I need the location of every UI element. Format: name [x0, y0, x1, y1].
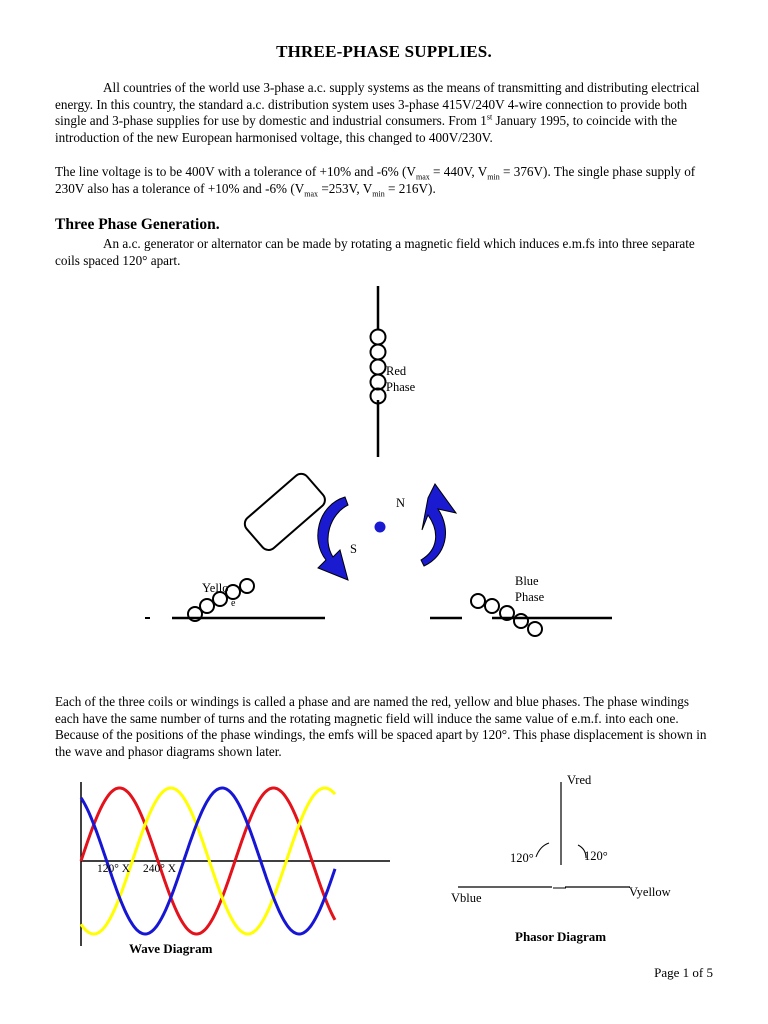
- intro-text-a: All countries of the world use 3-phase a.c. supply systems as the means of transmitting and distributing electrical energy. In this country, the standard a.c. distribution system uses 3-phase 415V/240V 4-wire connection to provide both single and 3-phase supplies for use by domestic and industrial consumers. From 1: [55, 80, 700, 128]
- sub-max-2: max: [304, 189, 319, 199]
- phasor-vyellow-label: Vyellow: [629, 885, 671, 899]
- phasor-angle-left-label: 120°: [510, 851, 534, 865]
- phasor-angle-right-label: 120°: [584, 849, 608, 863]
- wave-diagram-caption: Wave Diagram: [129, 941, 213, 956]
- blue-phase-label: Blue Phase: [515, 574, 545, 604]
- generation-text: An a.c. generator or alternator can be made by rotating a magnetic field which induces e.m.fs into three separate coils spaced 120° apart.: [55, 236, 695, 268]
- phasor-vblue-label: Vblue: [451, 891, 482, 905]
- phasor-angle-arc-left: [536, 843, 549, 857]
- tolerance-text-d: =253V, V: [318, 180, 373, 196]
- phasor-vred-label: Vred: [567, 773, 592, 787]
- phases-paragraph: Each of the three coils or windings is called a phase and are named the red, yellow and blue phases. The phase windings each have the same number of turns and the rotating magnetic field will induce the same value of e.m.f. into each one. Because of the positions of the phase windings, the emfs will be spaced apart by 120°. This phase displacement is shown in the wave and phasor diagrams shown later.: [55, 694, 707, 759]
- intro-sup: st: [486, 112, 493, 122]
- phasor-diagram-caption: Phasor Diagram: [515, 929, 607, 944]
- tolerance-text-c: = 376V). The single phase supply of 230V also has a tolerance of +10% and -6% (V: [55, 164, 696, 196]
- red-phase-label: Red Phase: [386, 364, 416, 394]
- intro-text-b: January 1995, to coincide with the introduction of the new European harmonised voltage, this changed to 400V/230V.: [55, 113, 678, 145]
- section-heading-generation: Three Phase Generation.: [55, 216, 220, 233]
- north-pole-label: N: [396, 496, 406, 510]
- page-title: THREE-PHASE SUPPLIES.: [276, 42, 492, 61]
- tolerance-text-e: = 216V).: [384, 180, 436, 196]
- tolerance-text-b: = 440V, V: [429, 164, 488, 179]
- south-pole-label: S: [350, 542, 357, 556]
- yellow-phase-label: Yello: [202, 581, 229, 595]
- yellow-phase-label-tail: e: [231, 598, 236, 609]
- wave-marker-240: 240° X: [143, 863, 177, 875]
- sub-min-2: min: [372, 189, 385, 199]
- sub-min: min: [487, 172, 500, 182]
- wave-marker-120: 120° X: [97, 863, 131, 875]
- page-number: Page 1 of 5: [654, 965, 713, 980]
- sub-max: max: [415, 172, 430, 182]
- tolerance-text-a: The line voltage is to be 400V with a tolerance of +10% and -6% (V: [55, 164, 416, 179]
